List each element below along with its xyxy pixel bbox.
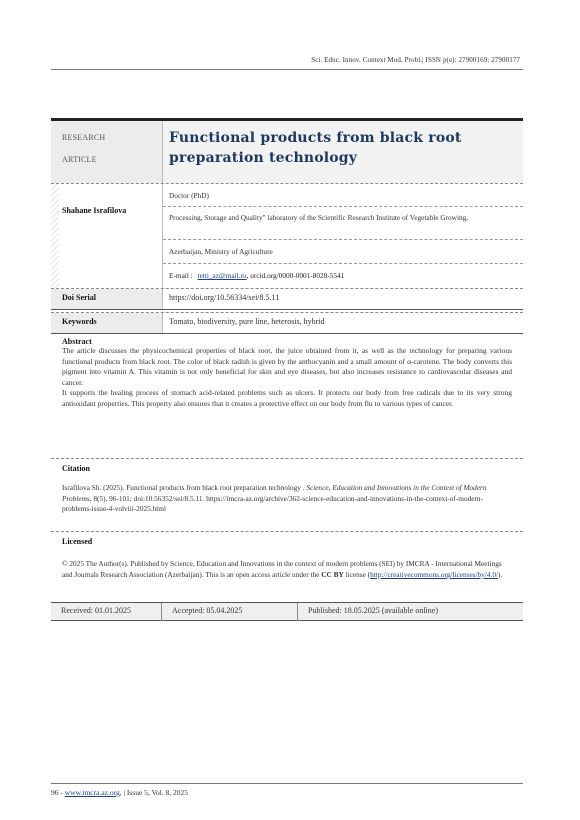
title-row [51, 121, 523, 184]
doi-label-cell [51, 289, 162, 309]
keywords-value: Tomato, biodiversity, pure line, heterosis, hybrid [169, 317, 325, 326]
abstract-section [51, 334, 523, 459]
abstract-paragraph-1: The article discusses the physicochemical properties of black root, the juice obtained from it, as well as the technology for preparing various functional products from black root. The color of black radish is given by the anthocyanin and a small amount of α-carotene. The body converts this pigment into vitamin A. This vitamin is not only beneficial for skin and eye diseases, but also increases resistance to cardiovascular diseases and cancer. [62, 346, 512, 387]
license-heading: Licensed [62, 537, 93, 546]
author-contact [163, 264, 523, 288]
author-country: Azerbaijan, Ministry of Agriculture [163, 240, 523, 264]
title-cell [162, 121, 523, 183]
published-date: Published: 18.05.2025 (available online) [308, 606, 438, 615]
license-end: ). [498, 570, 503, 579]
article-type-cell [51, 121, 162, 183]
author-details [162, 184, 523, 288]
citation-section [51, 459, 523, 532]
citation-journal: Science, Education and Innovations in the Context of Modern Problems [62, 483, 487, 503]
abstract-paragraph-2: It supports the healing process of stomach acid-related problems such as ulcers. It protects our body from free radicals due to its very strong antioxidant properties. This property also ensures that it creates a protective effect on our body from flu to various types of cancer. [62, 388, 512, 408]
header-rule [51, 69, 523, 70]
received-date: Received: 01.01.2025 [51, 603, 162, 621]
license-link[interactable]: http://creativecommons.org/licenses/by/4.0/ [370, 570, 499, 579]
doi-row [51, 289, 523, 310]
author-row [51, 184, 523, 289]
citation-details: , 8(5), 96-101; doi:10.56352/sei/8.5.11. https://imcra-az.org/archive/362-science-education-and-innovations-in-the-context-of-modern-problems-issue-4-volviii-2025.html [62, 493, 484, 514]
keywords-row [51, 313, 523, 334]
footer [51, 788, 188, 797]
footer-site-link[interactable]: www.imcra.az.org [64, 788, 120, 797]
keywords-label: Keywords [62, 317, 97, 326]
doi-value-cell [162, 289, 523, 309]
license-mid: license ( [343, 570, 371, 579]
footer-rule [51, 783, 523, 784]
dates-row [51, 603, 523, 621]
article-type-line1: RESEARCH [62, 133, 106, 142]
author-name-cell [51, 184, 162, 288]
citation-heading: Citation [62, 464, 90, 473]
author-name: Shahane Israfilova [62, 206, 127, 215]
license-cc: CC BY [321, 570, 344, 579]
doi-value[interactable]: https://doi.org/10.56334/sei/8.5.11 [169, 293, 280, 302]
footer-issue: , | Issue 5, Vol. 8, 2025 [119, 788, 189, 797]
doi-label: Doi Serial [62, 293, 96, 302]
accepted-date: Accepted: 05.04.2025 [162, 603, 298, 621]
article-title: Functional products from black root preparation technology [169, 130, 462, 166]
license-section [51, 532, 523, 603]
license-body: © 2025 The Author(s). Published by Science, Education and Innovations in the context of modern problems (SEI) by IMCRA - International Meetings and Journals Research Association (Azerbaijan). This is an open access article under the [62, 559, 502, 579]
license-text [51, 558, 523, 580]
keywords-label-cell [51, 313, 162, 333]
abstract-heading: Abstract [62, 337, 92, 346]
email-link[interactable]: tetti_az@mail.ru [197, 271, 247, 280]
article-frame [51, 118, 523, 621]
page-number: 96 - [51, 788, 65, 797]
orcid-text: , orcid.org/0000-0001-8028-5541 [246, 271, 345, 280]
article-type-line2: ARTICLE [62, 155, 97, 164]
citation-text [51, 483, 523, 515]
author-degree: Doctor (PhD) [163, 184, 523, 207]
running-head: Sci. Educ. Innov. Context Mod. Probl.| ISSN p(e): 27900169; 27900177 [311, 56, 520, 64]
citation-authors: Israfilova Sh. (2025). Functional products from black root preparation technology . [62, 483, 307, 492]
email-label: E-mail : [169, 271, 193, 280]
keywords-value-cell [162, 313, 523, 333]
author-affiliation: Processing, Storage and Quality" laboratory of the Scientific Research Institute of Vegetable Growing, [163, 207, 523, 240]
